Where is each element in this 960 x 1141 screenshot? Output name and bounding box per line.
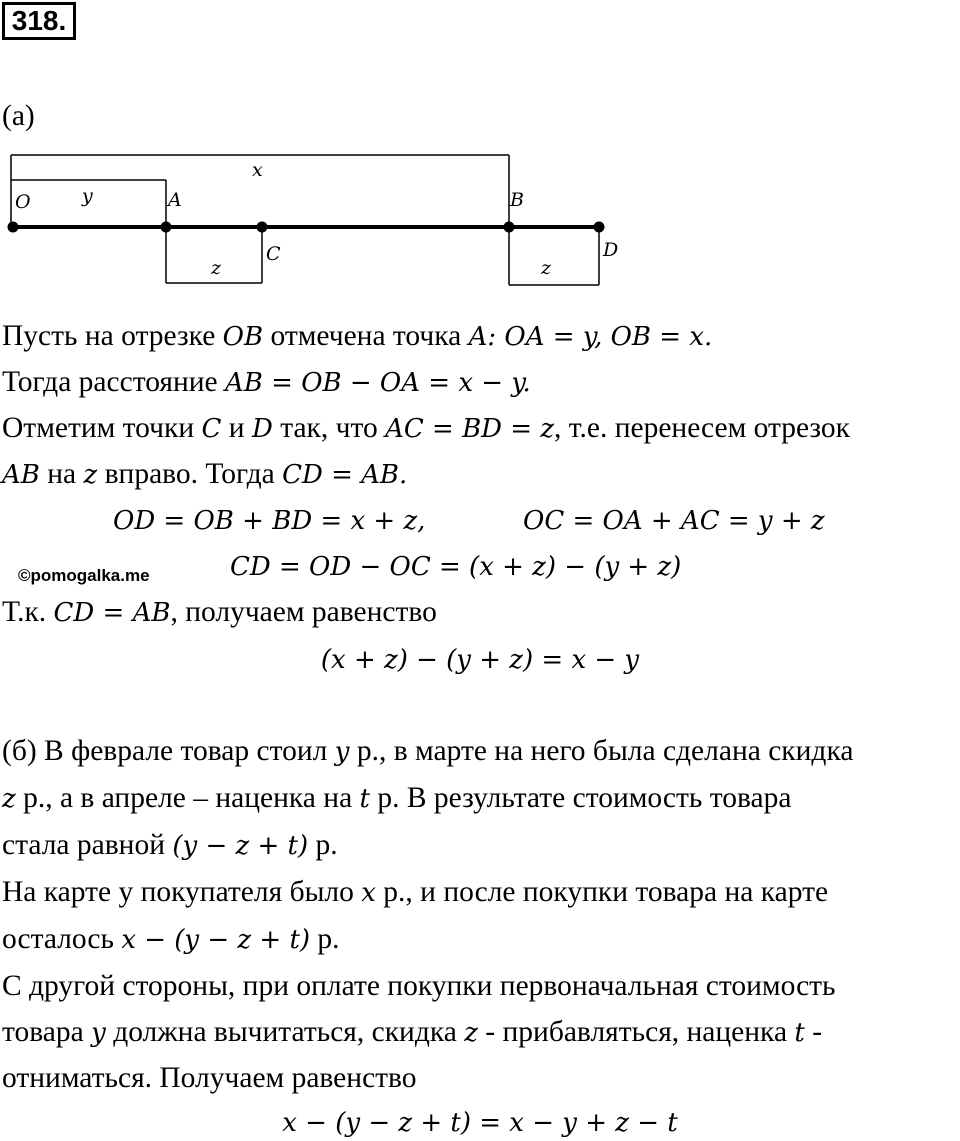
a-line-2: Тогда расстояние AB = OB − OA = x − y. bbox=[2, 366, 531, 398]
a-line-4: AB на z вправо. Тогда CD = AB. bbox=[2, 458, 408, 490]
point-b bbox=[504, 222, 515, 233]
segment-diagram bbox=[0, 140, 640, 300]
point-d bbox=[594, 222, 605, 233]
b-line-8: отниматься. Получаем равенство bbox=[2, 1062, 417, 1094]
b-line-1: (б) В феврале товар стоил y р., в марте на него была сделана скидка bbox=[2, 735, 854, 767]
equation-result-a: (x + z) − (y + z) = x − y bbox=[320, 645, 640, 675]
equation-result-b: x − (y − z + t) = x − y + z − t bbox=[282, 1108, 678, 1138]
problem-number: 318. bbox=[2, 2, 76, 40]
equation-oc: OC = OA + AC = y + z bbox=[523, 506, 825, 536]
b-line-7: товара y должна вычитаться, скидка z - прибавляться, наценка t - bbox=[2, 1016, 823, 1048]
a-line-5: Т.к. CD = AB, получаем равенство bbox=[2, 596, 437, 628]
point-c bbox=[257, 222, 268, 233]
point-a bbox=[161, 222, 172, 233]
label-o: O bbox=[15, 191, 31, 213]
label-z1: z bbox=[211, 257, 222, 279]
b-line-2: z р., а в апреле – наценка на t р. В результате стоимость товара bbox=[2, 782, 792, 814]
equation-cd: CD = OD − OC = (x + z) − (y + z) bbox=[230, 552, 682, 582]
label-c: C bbox=[266, 243, 281, 265]
b-line-4: На карте у покупателя было x р., и после покупки товара на карте bbox=[2, 876, 829, 908]
a-line-1: Пусть на отрезке OB отмечена точка A: OA = y, OB = x. bbox=[2, 320, 713, 352]
label-b: B bbox=[510, 189, 524, 211]
point-o bbox=[8, 222, 19, 233]
label-y: y bbox=[82, 185, 93, 207]
a-line-3: Отметим точки C и D так, что AC = BD = z, т.е. перенесем отрезок bbox=[2, 412, 850, 444]
label-z2: z bbox=[541, 257, 552, 279]
label-d: D bbox=[603, 239, 619, 261]
watermark: ©pomogalka.me bbox=[18, 566, 150, 585]
label-x: x bbox=[252, 159, 263, 181]
equation-od: OD = OB + BD = x + z, bbox=[113, 506, 426, 536]
b-line-6: С другой стороны, при оплате покупки первоначальная стоимость bbox=[2, 970, 836, 1002]
part-a-label: (a) bbox=[2, 100, 35, 132]
label-a: A bbox=[168, 189, 182, 211]
b-line-3: стала равной (y − z + t) р. bbox=[2, 829, 338, 861]
b-line-5: осталось x − (y − z + t) р. bbox=[2, 923, 340, 955]
